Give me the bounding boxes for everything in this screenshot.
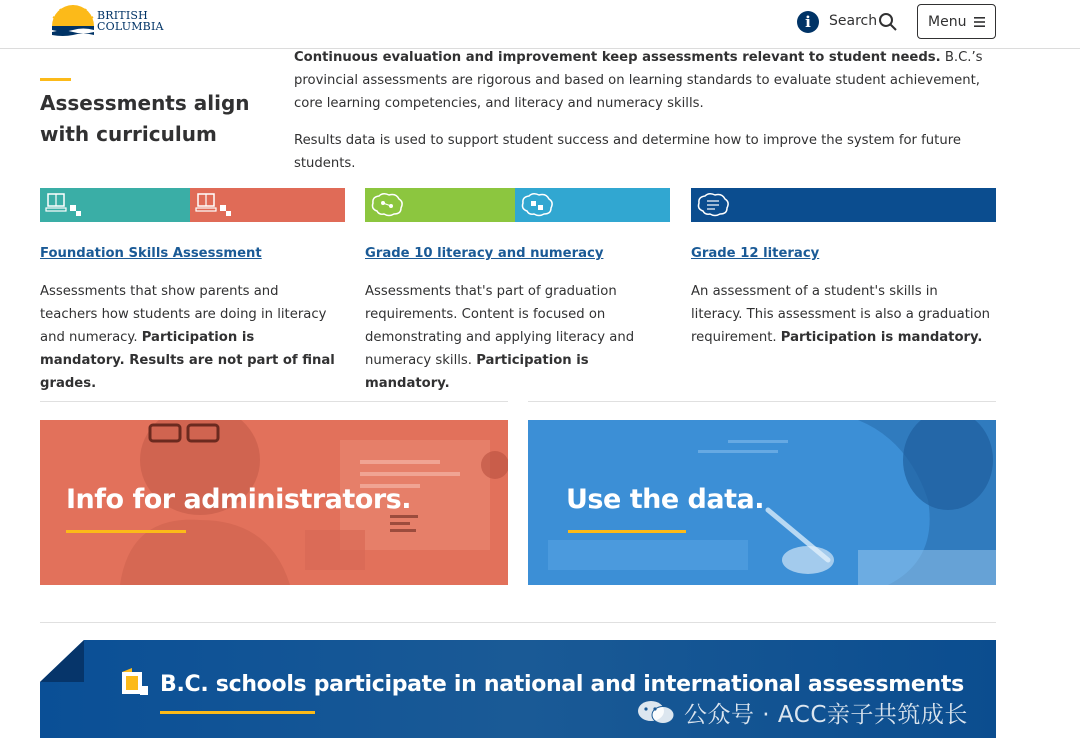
banner-segment	[515, 188, 670, 222]
banner-segment	[365, 188, 515, 222]
banner-title: B.C. schools participate in national and international assessments	[160, 672, 964, 697]
card-desc-text: Assessments that's part of graduation requirements. Content is focused on demonstrating and applying literacy and numeracy skills.	[365, 284, 635, 368]
tile-use-the-data[interactable]	[528, 420, 996, 585]
intro-paragraph-1	[294, 46, 994, 115]
book-icon	[44, 191, 82, 219]
section-title: Assessments align with curriculum	[40, 91, 250, 146]
card-description	[365, 280, 665, 395]
document-icon	[118, 668, 150, 698]
banner-segment	[691, 188, 996, 222]
card-desc-bold: Participation is mandatory.	[365, 353, 589, 391]
card-link-foundation-skills[interactable]: Foundation Skills Assessment	[40, 246, 262, 261]
info-icon[interactable]: i	[797, 11, 819, 33]
card-link-grade12[interactable]: Grade 12 literacy	[691, 246, 820, 261]
search-icon[interactable]	[878, 12, 898, 32]
logo-wordmark	[97, 10, 164, 32]
search-button-label[interactable]: Search	[829, 13, 878, 29]
tile-title: Info for administrators.	[66, 484, 411, 515]
card-banner	[365, 188, 670, 222]
card-foundation-skills	[40, 188, 345, 391]
card-grade10	[365, 188, 670, 391]
book-icon	[194, 191, 232, 219]
intro-bold: Continuous evaluation and improvement keep assessments relevant to student needs.	[294, 50, 941, 65]
banner-underline	[160, 711, 315, 714]
intro-text: B.C.’s provincial assessments are rigorous and based on learning standards to evaluate student achievement, core learning competencies, and literacy and numeracy skills.	[294, 50, 983, 111]
menu-button[interactable]	[917, 4, 996, 39]
wechat-icon	[636, 699, 676, 725]
card-desc-bold: Participation is mandatory. Results are not part of final grades.	[40, 330, 335, 391]
card-desc-bold: Participation is mandatory.	[780, 330, 983, 345]
card-banner	[40, 188, 345, 222]
tile-underline	[66, 530, 186, 533]
menu-button-label: Menu	[928, 14, 967, 30]
watermark-text: 公众号 · ACC亲子共筑成长	[684, 702, 968, 728]
banner-segment	[190, 188, 345, 222]
banner-corner-fold	[40, 640, 84, 696]
heading-accent-bar	[40, 78, 71, 81]
intro-paragraph-2: Results data is used to support student success and determine how to improve the system for future students.	[294, 133, 961, 171]
divider	[40, 622, 996, 623]
logo-line2: COLUMBIA	[97, 20, 164, 33]
card-desc-text: Assessments that show parents and teachers how students are doing in literacy and numeracy.	[40, 284, 327, 345]
bc-sun-logo-icon	[50, 4, 96, 38]
card-description	[40, 280, 340, 395]
card-description	[691, 280, 991, 349]
logo-line1: BRITISH	[97, 9, 148, 22]
tile-info-administrators[interactable]	[40, 420, 508, 585]
brain-icon	[519, 191, 557, 219]
divider	[40, 401, 508, 402]
card-grade12	[691, 188, 996, 345]
bc-gov-logo[interactable]	[50, 4, 170, 38]
tile-title: Use the data.	[566, 484, 764, 515]
card-link-grade10[interactable]: Grade 10 literacy and numeracy	[365, 246, 604, 261]
card-banner	[691, 188, 996, 222]
brain-icon	[695, 191, 733, 219]
brain-icon	[369, 191, 407, 219]
hamburger-icon	[974, 17, 985, 27]
divider	[528, 401, 996, 402]
banner-segment	[40, 188, 190, 222]
card-desc-text: An assessment of a student's skills in literacy. This assessment is also a graduation requirement.	[691, 284, 990, 345]
site-header	[0, 0, 1080, 49]
section-intro	[294, 46, 994, 175]
tile-underline	[568, 530, 686, 533]
